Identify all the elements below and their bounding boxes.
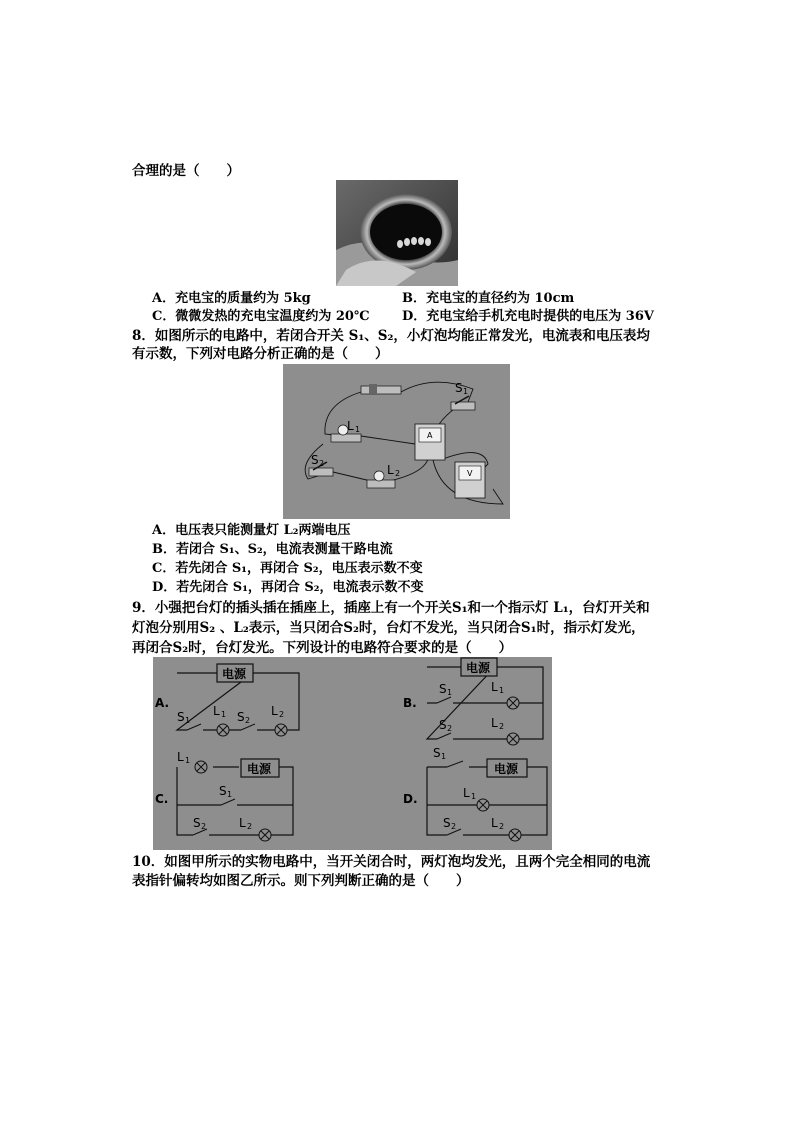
q9-a-l1-label: L	[213, 704, 220, 718]
q9-c-l1-sub: 1	[185, 756, 191, 765]
q7-power-bank-photo	[336, 180, 458, 286]
q8-stem-line-1: 8．如图所示的电路中，若闭合开关 S₁、S₂，小灯泡均能正常发光，电流表和电压表均	[132, 328, 650, 344]
q9-c-s1-sub: 1	[227, 790, 233, 799]
q9-stem-line-1: 9．小强把台灯的插头插在插座上，插座上有一个开关S₁和一个指示灯 L₁，台灯开关和	[132, 600, 650, 616]
q8-label-s2: S	[311, 453, 319, 467]
q9-c-l2-label: L	[239, 816, 246, 830]
q9-a-s1-sub: 1	[185, 716, 191, 725]
q9-b-l1-sub: 1	[499, 686, 505, 695]
q7-option-d: D．充电宝给手机充电时提供的电压为 36V	[402, 309, 654, 324]
q8-option-a: A．电压表只能测量灯 L₂两端电压	[152, 523, 351, 538]
q9-b-s1-sub: 1	[447, 688, 453, 697]
q9-d-s1-sub: 1	[441, 752, 447, 761]
q8-label-voltmeter: V	[467, 469, 473, 478]
q10-stem-line-1: 10．如图甲所示的实物电路中，当开关闭合时，两灯泡均发光，且两个完全相同的电流	[132, 854, 651, 870]
q9-c-l1-label: L	[177, 750, 184, 764]
q9-d-s2-sub: 2	[451, 822, 457, 831]
q9-a-s1-label: S	[177, 710, 185, 724]
q7-option-a: A．充电宝的质量约为 5kg	[152, 291, 311, 306]
q9-d-l1-sub: 1	[471, 792, 477, 801]
power-bank-photo-image	[336, 180, 458, 286]
q9-a-s2-sub: 2	[245, 716, 251, 725]
q9-a-power-label: 电源	[222, 667, 247, 681]
q8-label-ammeter: A	[427, 431, 433, 440]
q9-stem-line-2: 灯泡分别用S₂ 、L₂表示，当只闭合S₂时，台灯不发光，当只闭合S₁时，指示灯发光，	[132, 620, 645, 636]
q7-option-b: B．充电宝的直径约为 10cm	[402, 291, 575, 306]
q9-b-s2-sub: 2	[447, 724, 453, 733]
q9-stem-line-3: 再闭合S₂时，台灯发光。下列设计的电路符合要求的是（ ）	[132, 640, 513, 656]
q9-a-l2-sub: 2	[279, 710, 285, 719]
q8-label-s2-sub: 2	[319, 459, 325, 468]
q8-option-c: C．若先闭合 S₁，再闭合 S₂，电压表示数不变	[152, 561, 423, 576]
q9-d-l1-label: L	[463, 786, 470, 800]
q9-d-power-label: 电源	[494, 762, 519, 776]
q10-stem-line-2: 表指针偏转均如图乙所示。则下列判断正确的是（ ）	[132, 873, 470, 889]
q9-b-l2-label: L	[491, 716, 498, 730]
q9-c-s2-sub: 2	[201, 822, 207, 831]
q8-label-l2-sub: 2	[395, 469, 401, 478]
q7-option-c: C．微微发热的充电宝温度约为 20℃	[152, 309, 370, 324]
q9-d-l2-sub: 2	[499, 822, 505, 831]
q9-b-s1-label: S	[439, 682, 447, 696]
q9-option-c-letter: C.	[155, 792, 169, 806]
q8-label-l1-sub: 1	[355, 425, 361, 434]
q9-b-l1-label: L	[491, 680, 498, 694]
q9-option-b-letter: B.	[403, 696, 417, 710]
q9-d-s2-label: S	[443, 816, 451, 830]
q9-b-l2-sub: 2	[499, 722, 505, 731]
q9-option-d-letter: D.	[403, 792, 418, 806]
q8-label-s1-sub: 1	[463, 387, 469, 396]
q9-a-l1-sub: 1	[221, 710, 227, 719]
q9-c-power-label: 电源	[247, 762, 272, 776]
q8-stem-line-2: 有示数，下列对电路分析正确的是（ ）	[132, 346, 389, 362]
q9-c-s1-label: S	[219, 784, 227, 798]
q9-b-power-label: 电源	[466, 661, 491, 675]
q9-c-l2-sub: 2	[247, 822, 253, 831]
q9-circuit-options-figure	[153, 657, 552, 850]
q8-label-l2: L	[387, 463, 394, 477]
q8-option-b: B．若闭合 S₁、S₂，电流表测量干路电流	[152, 542, 393, 557]
q9-d-l2-label: L	[491, 816, 498, 830]
q9-a-l2-label: L	[271, 704, 278, 718]
q9-option-a-letter: A.	[155, 696, 170, 710]
q9-b-s2-label: S	[439, 718, 447, 732]
q8-label-s1: S	[455, 381, 463, 395]
q9-a-s2-label: S	[237, 710, 245, 724]
q9-c-s2-label: S	[193, 816, 201, 830]
q9-d-s1-label: S	[433, 746, 441, 760]
q7-stem-tail: 合理的是（ ）	[132, 163, 240, 179]
q8-circuit-figure	[283, 364, 510, 519]
q8-option-d: D．若先闭合 S₁，再闭合 S₂，电流表示数不变	[152, 580, 424, 595]
q8-label-l1: L	[347, 419, 354, 433]
